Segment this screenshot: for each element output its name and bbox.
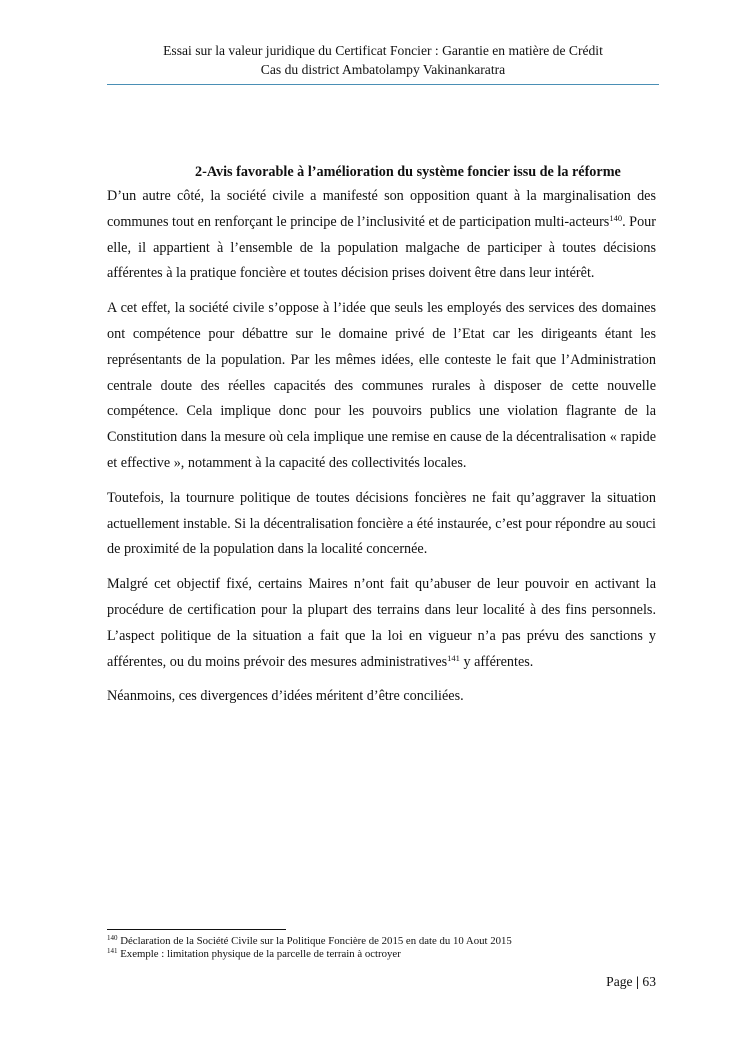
page-separator: | [636, 974, 639, 989]
footnote-number: 140 [107, 934, 118, 942]
paragraph-1-text-a: D’un autre côté, la société civile a manifesté son opposition quant à la marginalisation des communes tout en renforçant le principe de l’inclusivité et de participation multi-acteurs [107, 188, 656, 230]
paragraph-4-text-b: y afférentes. [459, 653, 534, 670]
running-header [107, 41, 659, 79]
paragraph-1 [107, 184, 656, 287]
footnote-text: Exemple : limitation physique de la parcelle de terrain à octroyer [117, 948, 401, 960]
page-number: 63 [642, 974, 656, 989]
body-text [107, 184, 656, 719]
footnote-divider [107, 929, 286, 930]
section-title: 2-Avis favorable à l’amélioration du système foncier issu de la réforme [195, 164, 621, 180]
header-divider [107, 84, 659, 85]
footnote-number: 141 [107, 947, 118, 955]
page-label: Page [606, 974, 633, 989]
footnote-ref-140[interactable]: 140 [609, 212, 623, 223]
paragraph-4-text-a: Malgré cet objectif fixé, certains Maires n’ont fait qu’abuser de leur pouvoir en activant la procédure de certification pour la plupart des terrains dans leur localité à des fins personnels. L’aspect politique de la situation a fait que la loi en vigueur n’a pas prévu des sanctions y afférentes, ou du moins prévoir des mesures administratives [107, 576, 656, 670]
header-line-2: Cas du district Ambatolampy Vakinankaratra [260, 62, 506, 77]
footnote-140 [107, 935, 659, 948]
footnote-141 [107, 948, 659, 961]
paragraph-5: Néanmoins, ces divergences d’idées méritent d’être conciliées. [107, 688, 464, 705]
paragraph-2: A cet effet, la société civile s’oppose à l’idée que seuls les employés des services des domaines ont compétence pour débattre sur le domaine privé de l’Etat car les dirigeants étant les représentants de la population. Par les mêmes idées, elle conteste le fait que l’Administration centrale doute des réelles capacités des communes rurales à disposer de cette nouvelle compétence. Cela implique donc pour les pouvoirs publics une violation flagrante de la Constitution dans la mesure où cela implique une remise en cause de la décentralisation « rapide et effective », notamment à la capacité des collectivités locales. [107, 300, 656, 471]
paragraph-4 [107, 572, 656, 675]
header-line-1: Essai sur la valeur juridique du Certificat Foncier : Garantie en matière de Crédit [163, 43, 603, 58]
page-number-footer [560, 974, 656, 990]
footnotes [107, 935, 659, 961]
paragraph-3: Toutefois, la tournure politique de toutes décisions foncières ne fait qu’aggraver la situation actuellement instable. Si la décentralisation foncière a été instaurée, c’est pour répondre au souci de proximité de la population dans la localité concernée. [107, 489, 656, 558]
paragraph-1-text-b: . Pour elle, il appartient à l’ensemble de la population malgache de participer à toutes décisions afférentes à la pratique foncière et toutes décision prises doivent être dans leur intérêt. [107, 213, 656, 282]
footnote-ref-141[interactable]: 141 [447, 652, 460, 663]
footnote-text: Déclaration de la Société Civile sur la Politique Foncière de 2015 en date du 10 Aout 2015 [117, 935, 512, 947]
